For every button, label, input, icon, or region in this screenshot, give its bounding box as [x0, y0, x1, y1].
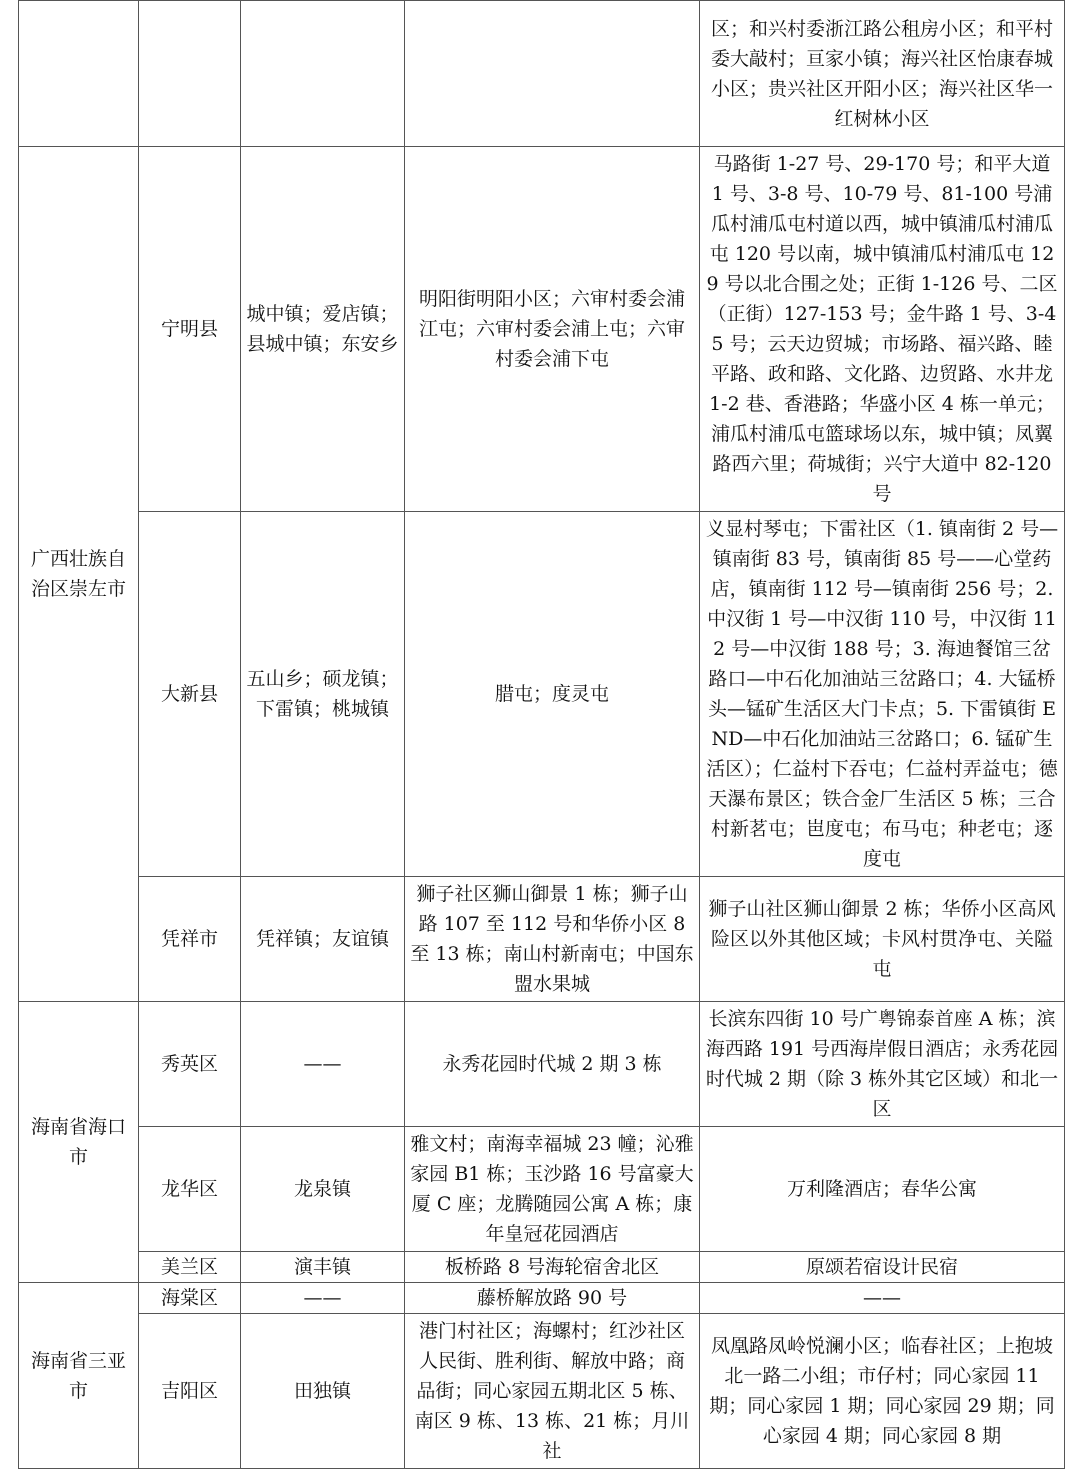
county-cell: 龙华区: [139, 1127, 241, 1252]
high-risk-cell: [405, 1, 700, 147]
medium-risk-cell: 狮子山社区狮山御景 2 栋；华侨小区高风险区以外其他区域；卡风村贯净屯、关隘屯: [700, 877, 1065, 1002]
town-cell: ——: [241, 1283, 405, 1314]
table-row: [19, 1314, 1065, 1469]
town-cell: 城中镇；爱店镇；县城中镇；东安乡: [241, 147, 405, 512]
table-row: [19, 877, 1065, 1002]
county-cell: 美兰区: [139, 1252, 241, 1283]
medium-risk-cell: 凤凰路凤岭悦澜小区；临春社区；上抱坡北一路二小组；市仔村；同心家园 11 期；同心家园 1 期；同心家园 29 期；同心家园 4 期；同心家园 8 期: [700, 1314, 1065, 1469]
medium-risk-cell: 原颂若宿设计民宿: [700, 1252, 1065, 1283]
county-cell: 大新县: [139, 512, 241, 877]
medium-risk-cell: 长滨东四街 10 号广粤锦泰首座 A 栋；滨海西路 191 号西海岸假日酒店；永秀花园时代城 2 期（除 3 栋外其它区域）和北一区: [700, 1002, 1065, 1127]
medium-risk-cell: 万利隆酒店；春华公寓: [700, 1127, 1065, 1252]
table-row: [19, 512, 1065, 877]
medium-risk-cell: ——: [700, 1283, 1065, 1314]
high-risk-cell: 明阳街明阳小区；六审村委会浦江屯；六审村委会浦上屯；六审村委会浦下屯: [405, 147, 700, 512]
high-risk-cell: 藤桥解放路 90 号: [405, 1283, 700, 1314]
table-row: [19, 1002, 1065, 1127]
medium-risk-cell: 区；和兴村委浙江路公租房小区；和平村委大敲村；亘家小镇；海兴社区怡康春城小区；贵兴社区开阳小区；海兴社区华一红树林小区: [700, 1, 1065, 147]
town-cell: [241, 1, 405, 147]
city-cell: 海南省三亚市: [19, 1283, 139, 1469]
county-cell: [139, 1, 241, 147]
high-risk-cell: 雅文村；南海幸福城 23 幢；沁雅家园 B1 栋；玉沙路 16 号富豪大厦 C 座；龙腾随园公寓 A 栋；康年皇冠花园酒店: [405, 1127, 700, 1252]
city-cell: [19, 1, 139, 147]
county-cell: 凭祥市: [139, 877, 241, 1002]
town-cell: 凭祥镇；友谊镇: [241, 877, 405, 1002]
town-cell: 演丰镇: [241, 1252, 405, 1283]
high-risk-cell: 板桥路 8 号海轮宿舍北区: [405, 1252, 700, 1283]
table-row: [19, 1252, 1065, 1283]
table-row: [19, 1, 1065, 147]
high-risk-cell: 狮子社区狮山御景 1 栋；狮子山路 107 至 112 号和华侨小区 8 至 13 栋；南山村新南屯；中国东盟水果城: [405, 877, 700, 1002]
town-cell: 龙泉镇: [241, 1127, 405, 1252]
city-cell: 广西壮族自治区崇左市: [19, 147, 139, 1002]
town-cell: ——: [241, 1002, 405, 1127]
table-row: [19, 147, 1065, 512]
town-cell: 五山乡；硕龙镇；下雷镇；桃城镇: [241, 512, 405, 877]
town-cell: 田独镇: [241, 1314, 405, 1469]
county-cell: 海棠区: [139, 1283, 241, 1314]
table-row: [19, 1283, 1065, 1314]
high-risk-cell: 腊屯；度灵屯: [405, 512, 700, 877]
table-row: [19, 1127, 1065, 1252]
city-cell: 海南省海口市: [19, 1002, 139, 1283]
high-risk-cell: 港门村社区；海螺村；红沙社区人民街、胜利街、解放中路；商品街；同心家园五期北区 5 栋、南区 9 栋、13 栋、21 栋；月川社: [405, 1314, 700, 1469]
medium-risk-cell: 义显村琴屯；下雷社区（1. 镇南街 2 号—镇南街 83 号，镇南街 85 号——心堂药店，镇南街 112 号—镇南街 256 号；2. 中汉街 1 号—中汉街 110 号，中汉街 112 号—中汉街 188 号；3. 海迪餐馆三岔路口—中石化加油站三岔路口；4. 大锰桥头—锰矿生活区大门卡点；5. 下雷镇街 END—中石化加油站三岔路口；6. 锰矿生活区）；仁益村下吞屯；仁益村弄益屯；德天瀑布景区；铁合金厂生活区 5 栋；三合村新茗屯；岜度屯；布马屯；种老屯；逐度屯: [700, 512, 1065, 877]
county-cell: 秀英区: [139, 1002, 241, 1127]
medium-risk-cell: 马路街 1-27 号、29-170 号；和平大道 1 号、3-8 号、10-79 号、81-100 号浦瓜村浦瓜屯村道以西，城中镇浦瓜村浦瓜屯 120 号以南，城中镇浦瓜村浦瓜屯 129 号以北合围之处；正街 1-126 号、二区（正街）127-153 号；金牛路 1 号、3-45 号；云天边贸城；市场路、福兴路、睦平路、政和路、文化路、边贸路、水井龙 1-2 巷、香港路；华盛小区 4 栋一单元；浦瓜村浦瓜屯篮球场以东，城中镇；凤翼路西六里；荷城街；兴宁大道中 82-120 号: [700, 147, 1065, 512]
county-cell: 吉阳区: [139, 1314, 241, 1469]
county-cell: 宁明县: [139, 147, 241, 512]
high-risk-cell: 永秀花园时代城 2 期 3 栋: [405, 1002, 700, 1127]
risk-area-table: [18, 0, 1065, 1469]
